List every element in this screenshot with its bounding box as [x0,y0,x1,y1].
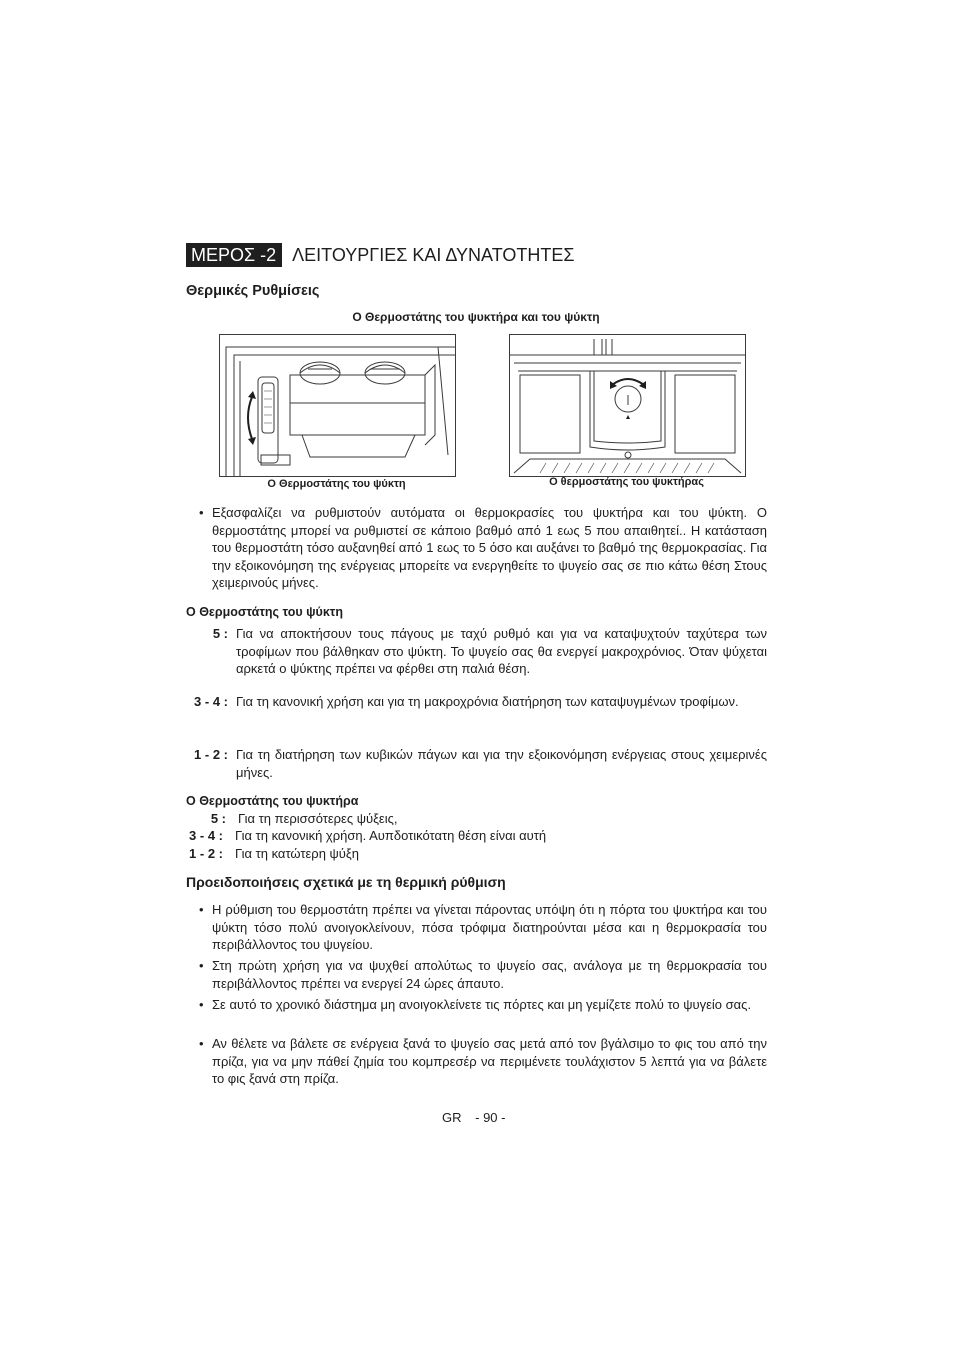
freezer-thermostat-figure [509,334,746,477]
cooler-setting-text: Για να αποκτήσουν τους πάγους με ταχύ ρυθμό και για να καταψυχτούν ταχύτερα των τροφίμων που βάλθηκαν στο ψύκτη. Το ψυγείο σας θα ενεργεί μακροχρόνιος. Όταν ψύχεται αρκετά ο ψύκτης πρέπει να φέρθει στη παλιά θέση. [236,626,767,676]
cooler-figure-caption: Ο Θερμοστάτης του ψύκτη [267,478,406,490]
thermal-settings-heading: Θερμικές Ρυθμίσεις [186,283,320,299]
section-title: ΛΕΙΤΟΥΡΓΙΕΣ ΚΑΙ ΔΥΝΑΤΟΤΗΤΕΣ [292,245,575,265]
cooler-setting-text: Για τη κανονική χρήση και για τη μακροχρόνια διατήρηση των καταψυγμένων τροφίμων. [236,694,739,709]
page-footer [442,1110,505,1125]
warning-bullet-mark: • [199,997,204,1012]
figure-caption: Ο Θερμοστάτης του ψυκτήρα και του ψύκτη [352,310,600,324]
warning-item: Στη πρώτη χρήση για να ψυχθεί απολύτως το ψυγείο σας, ανάλογα με τη θερμοκρασία του περιβάλλοντος πρέπει να ενεργεί 24 ώρες άπαυτο. [212,958,767,991]
freezer-setting-label: 1 - 2 : [189,846,223,861]
cooler-thermostat-heading: Ο Θερμοστάτης του ψύκτη [186,605,344,619]
intro-paragraph: Εξασφαλίζει να ρυθμιστούν αυτόματα οι θερμοκρασίες του ψυκτήρα και του ψύκτη. Ο θερμοστάτης μπορεί να ρυθμιστεί σε κάποιο βαθμό από 1 εως 5 που απαιθητεί.. Η κατάσταση του θερμοστάτη τόσο αυξανηθεί από 1 εως το 5 όσο και αυξάνει το βαθμό της θερμοκρασίας. Για την εξοικονόμηση της ενέργειας μπορείτε να ενεργηθείτε το ψυγείο σας σε πιο κάτω θέση Στους χειμερινούς μήνες. [212,505,767,590]
footer-language: GR [442,1110,462,1125]
warnings-heading: Προειδοποιήσεις σχετικά με τη θερμική ρύθμιση [186,874,506,890]
freezer-figure-caption: Ο θερμοστάτης του ψυκτήρας [549,476,704,488]
cooler-thermostat-figure [219,334,456,477]
freezer-thermostat-heading: Ο Θερμοστάτης του ψυκτήρα [186,794,359,808]
cooler-setting-label: 3 - 4 : [194,694,228,709]
cooler-setting-label: 1 - 2 : [194,747,228,762]
warning-item: Η ρύθμιση του θερμοστάτη πρέπει να γίνεται πάροντας υπόψη ότι η πόρτα του ψυκτήρα και του ψύκτη τόσο πολύ ανοιγοκλείνουν, πόσα τρόφιμα διατηρούνται μέσα και η θερμοκρασία του περιβάλλοντος του ψυγείου. [212,902,767,952]
cooler-setting-text: Για τη διατήρηση των κυβικών πάγων και για την εξοικονόμηση ενέργειας στους χειμερινές μήνες. [236,747,767,780]
cooler-setting-label: 5 : [212,626,228,641]
intro-bullet-mark: • [199,505,204,520]
freezer-setting-label: 3 - 4 : [189,828,223,843]
page-number: - 90 - [475,1110,506,1125]
freezer-thermostat-illustration [510,335,745,476]
warning-bullet-mark: • [199,1036,204,1051]
cooler-thermostat-illustration [220,335,455,476]
freezer-setting-text: Για τη περισσότερες ψύξεις, [238,811,398,826]
freezer-setting-text: Για τη κανονική χρήση. Αυπδοτικότατη θέση είναι αυτή [235,828,547,843]
warning-bullet-mark: • [199,902,204,917]
warning-item: Σε αυτό το χρονικό διάστημα μη ανοιγοκλείνετε τις πόρτες και μη γεμίζετε πολύ το ψυγείο σας. [212,997,752,1012]
warning-item: Αν θέλετε να βάλετε σε ενέργεια ξανά το ψυγείο σας μετά από τον βγάλσιμο το φις του από την πρίζα, για να μην πάθεί ζημία του κομπρεσέρ να περιμένετε τουλάχιστον 5 λεπτά για να βάλετε το φις ξανά στη πρίζα. [212,1036,767,1086]
section-tag: ΜΕΡΟΣ -2 [186,243,282,267]
section-header [186,243,575,267]
warning-bullet-mark: • [199,958,204,973]
freezer-setting-label: 5 : [210,811,226,826]
freezer-setting-text: Για τη κατώτερη ψύξη [235,846,359,861]
